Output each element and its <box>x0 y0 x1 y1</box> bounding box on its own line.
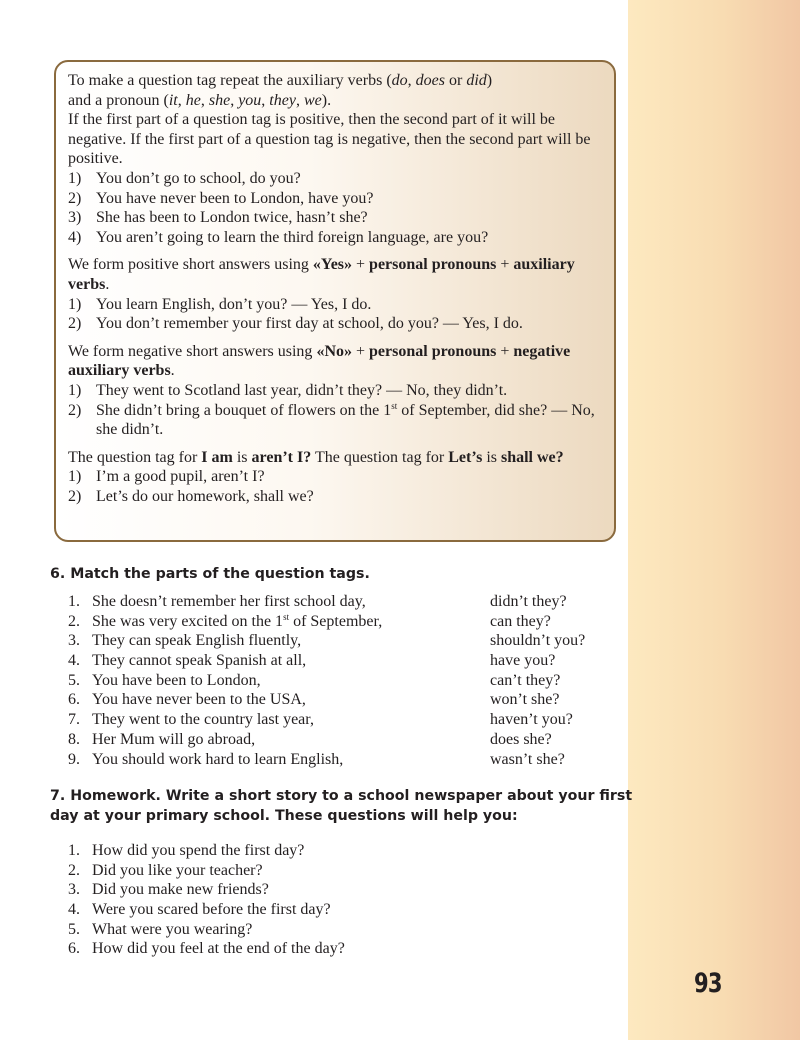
match-row: 8. Her Mum will go abroad, does she? <box>68 730 552 748</box>
exercise-7-question-list <box>50 841 620 959</box>
list-item: 2) You don’t remember your first day at school, do you? — Yes, I do. <box>68 315 523 333</box>
positive-answers-rule: We form positive short answers using «Yes» + personal pronouns + auxiliary verbs. <box>68 256 575 293</box>
list-item: 1) I’m a good pupil, aren’t I? <box>68 468 265 486</box>
exercise-6-heading: 6. Match the parts of the question tags. <box>50 566 370 582</box>
question-item: 2. Did you like your teacher? <box>68 861 263 879</box>
list-item: 1) You don’t go to school, do you? <box>68 169 301 187</box>
list-item: 2) Let’s do our homework, shall we? <box>68 487 314 505</box>
list-item: 4) You aren’t going to learn the third foreign language, are you? <box>68 228 489 246</box>
match-row: 2. She was very excited on the 1st of September, can they? <box>68 611 551 630</box>
match-row: 1. She doesn’t remember her first school day, didn’t they? <box>68 593 567 610</box>
list-item: 1) They went to Scotland last year, didn’t they? — No, they didn’t. <box>68 381 508 399</box>
list-item: 1) You learn English, don’t you? — Yes, I do. <box>68 295 372 313</box>
exercise-7-heading: 7. Homework. Write a short story to a school newspaper about your first day at your primary school. These questions will help you: <box>50 788 633 824</box>
negative-answers-rule: We form negative short answers using «No» + personal pronouns + negative auxiliary verbs. <box>68 342 571 380</box>
grammar-rule-box <box>54 60 616 542</box>
tag-examples-list <box>68 169 602 247</box>
question-item: 3. Did you make new friends? <box>68 881 269 899</box>
rule-text: If the first part of a question tag is positive, then the second part of it will be negative. If the first part of a question tag is negative, then the second part will be positive. <box>68 111 591 168</box>
negative-examples-list <box>68 381 602 440</box>
positive-examples-list <box>68 295 602 334</box>
question-item: 1. How did you spend the first day? <box>68 842 305 859</box>
question-item: 6. How did you feel at the end of the day? <box>68 940 345 958</box>
list-item: 2) You have never been to London, have you? <box>68 189 374 207</box>
match-row: 5. You have been to London, can’t they? <box>68 671 561 689</box>
match-row: 3. They can speak English fluently, shouldn’t you? <box>68 632 586 650</box>
rule-intro: To make a question tag repeat the auxiliary verbs (do, does or did) and a pronoun (it, he, she, you, they, we). <box>68 72 493 109</box>
question-item: 4. Were you scared before the first day? <box>68 901 331 919</box>
side-margin-strip <box>628 0 800 1040</box>
match-row: 7. They went to the country last year, haven’t you? <box>68 711 573 729</box>
special-tags-rule: The question tag for I am is aren’t I? The question tag for Let’s is shall we? <box>68 448 564 466</box>
match-row: 4. They cannot speak Spanish at all, have you? <box>68 652 556 670</box>
match-row: 6. You have never been to the USA, won’t she? <box>68 691 560 709</box>
page-number: 93 <box>694 968 722 999</box>
list-item: 3) She has been to London twice, hasn’t she? <box>68 209 368 227</box>
list-item: 2) She didn’t bring a bouquet of flowers on the 1st of September, did she? — No, she didn’t. <box>68 400 595 439</box>
question-item: 5. What were you wearing? <box>68 920 253 938</box>
match-row: 9. You should work hard to learn English, wasn’t she? <box>68 750 565 768</box>
exercise-6-match-list <box>50 592 620 769</box>
special-examples-list <box>68 467 602 506</box>
